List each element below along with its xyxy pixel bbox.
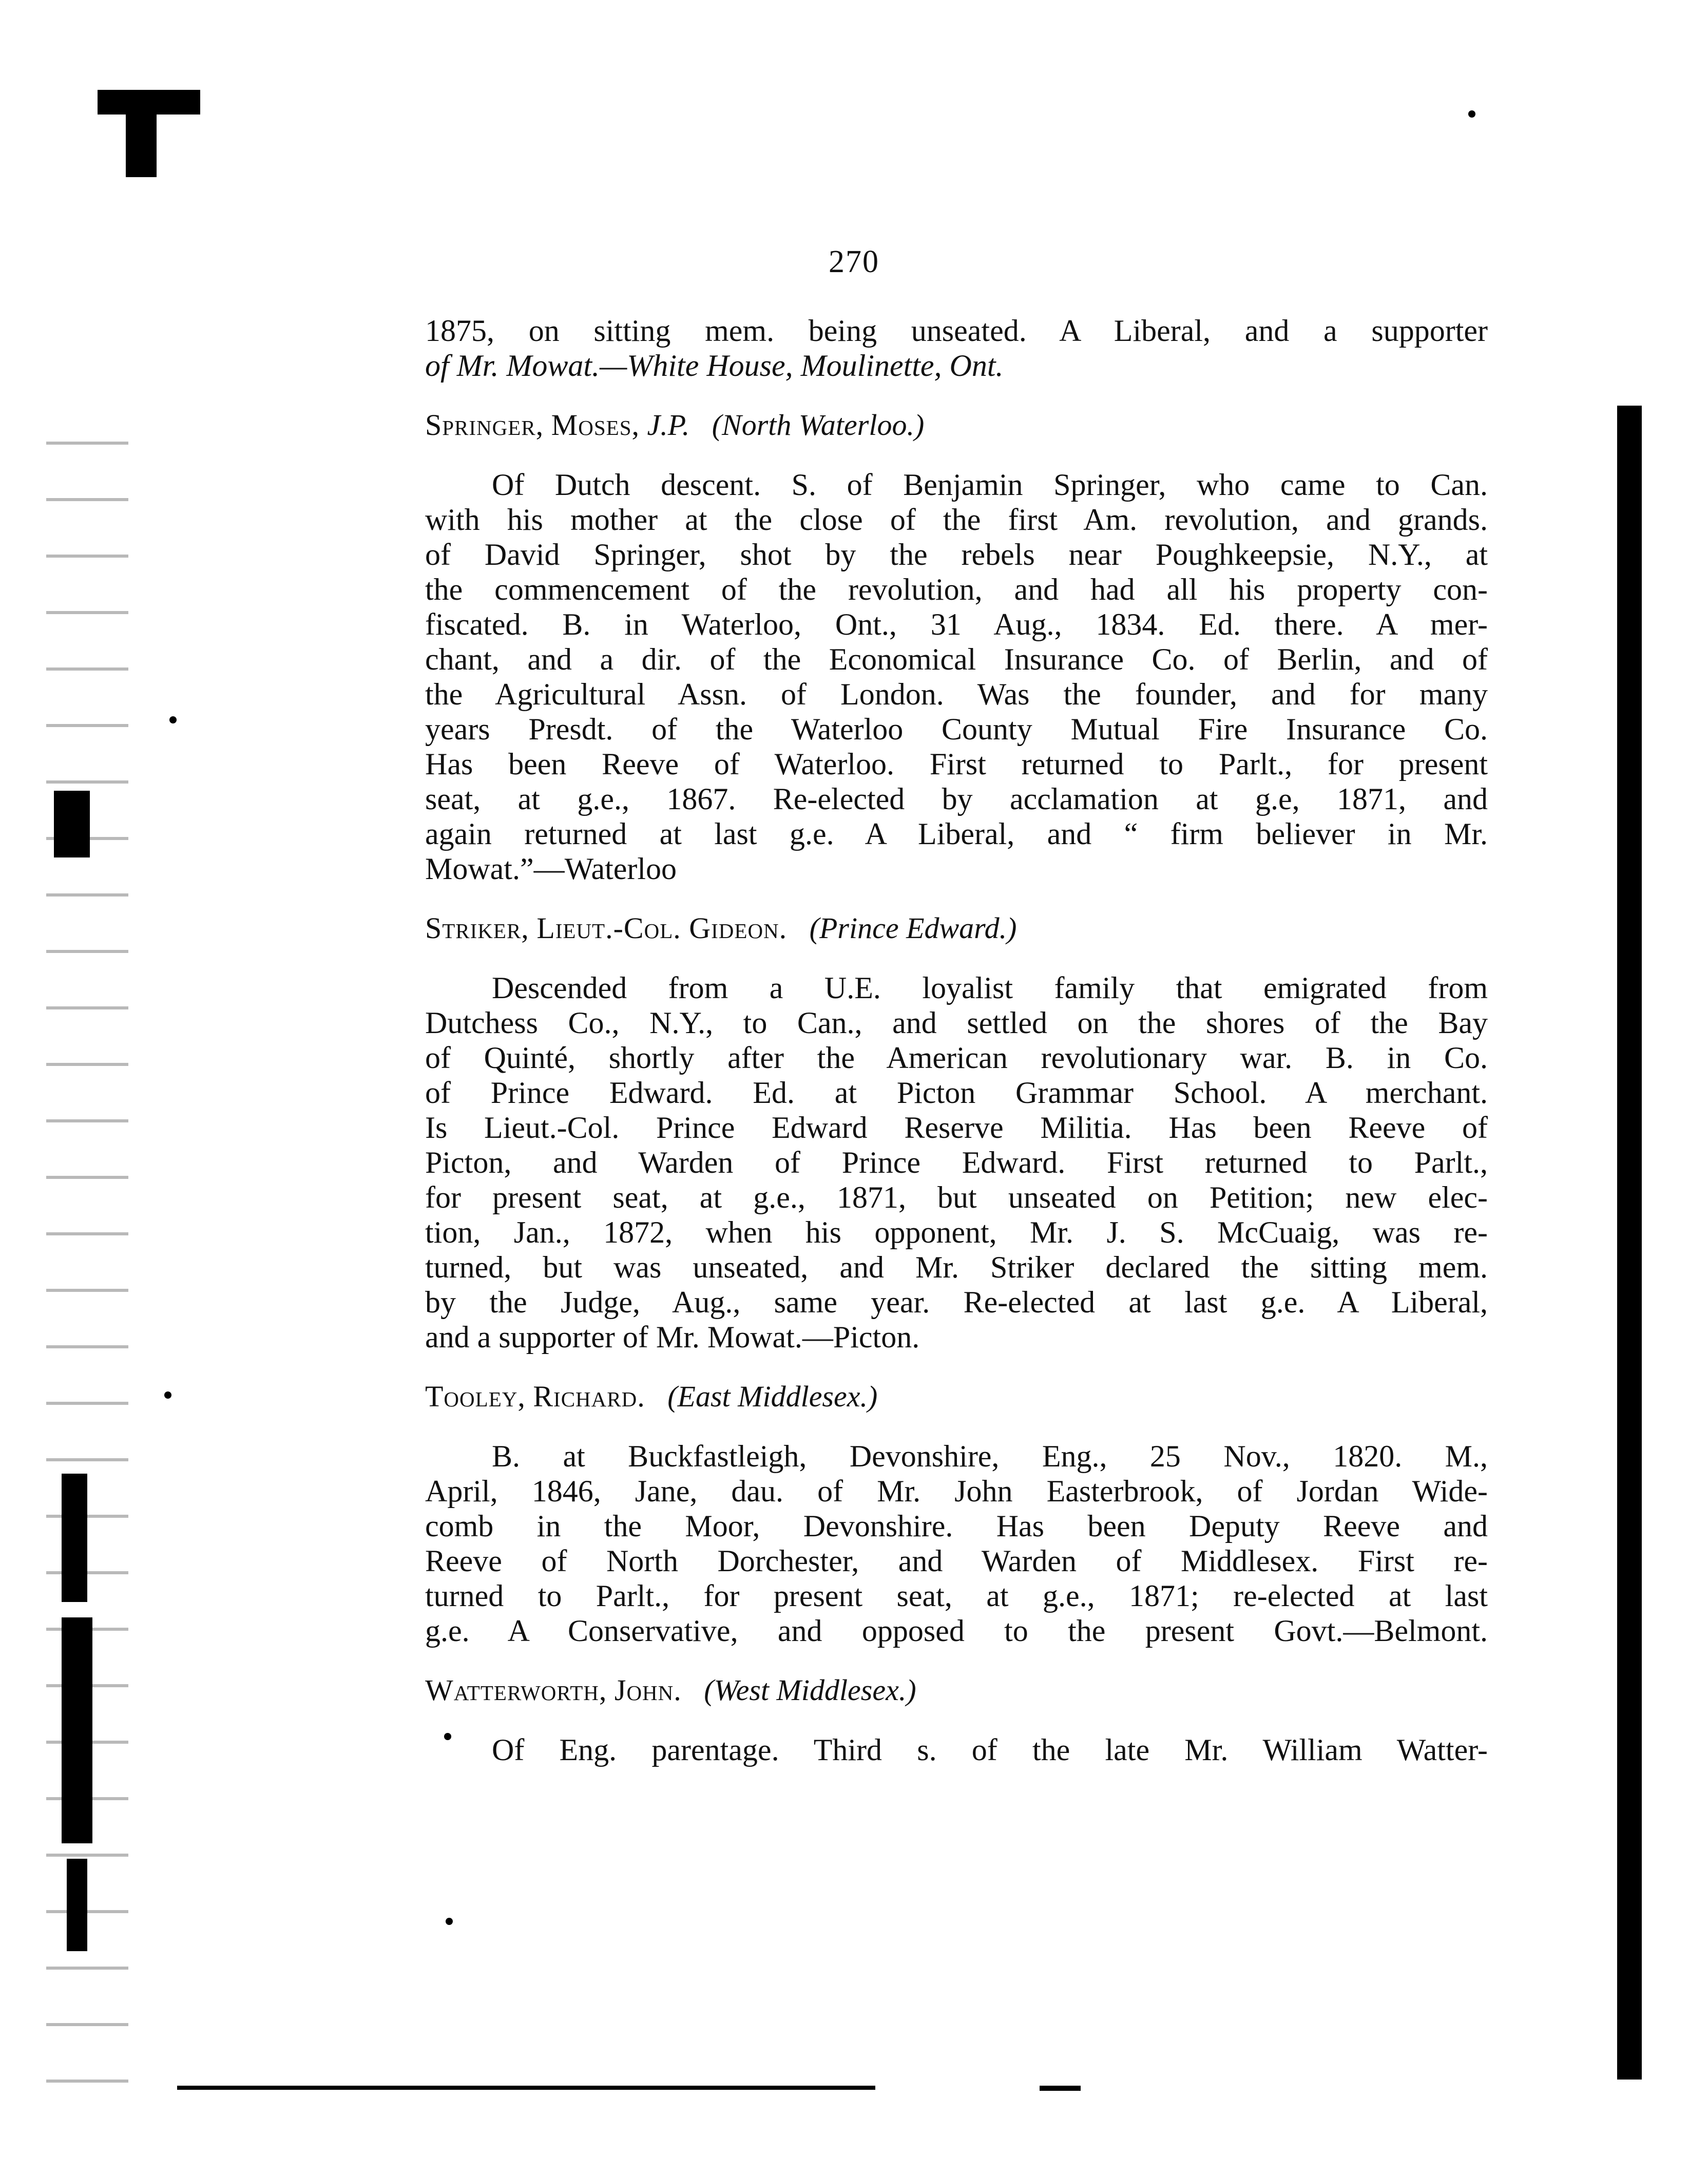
scan-bottom-dash: [1040, 2086, 1081, 2091]
entry-surname: Tooley,: [425, 1380, 526, 1413]
text-line: Of Dutch descent. S. of Benjamin Springer, who came to Can.: [492, 468, 1488, 502]
text-line: with his mother at the close of the first Am. revolution, and grands.: [425, 503, 1488, 537]
scan-binding-edge: [46, 421, 128, 2095]
text-line: turned, but was unseated, and Mr. Striker declared the sitting mem.: [425, 1250, 1488, 1284]
text-line: of David Springer, shot by the rebels near Poughkeepsie, N.Y., at: [425, 538, 1488, 571]
text-line: B. at Buckfastleigh, Devonshire, Eng., 25 Nov., 1820. M.,: [492, 1439, 1488, 1473]
text-line: Dutchess Co., N.Y., to Can., and settled on the shores of the Bay: [425, 1006, 1488, 1040]
text-line: fiscated. B. in Waterloo, Ont., 31 Aug., 1834. Ed. there. A mer-: [425, 607, 1488, 641]
entry-heading: [425, 408, 1488, 443]
text-line: Has been Reeve of Waterloo. First returned to Parlt., for present: [425, 747, 1488, 781]
page-number: 270: [829, 244, 879, 279]
entry-given-name: Lieut.-Col. Gideon.: [536, 911, 788, 945]
text-line: Reeve of North Dorchester, and Warden of Middlesex. First re-: [425, 1544, 1488, 1578]
scan-binding-mark: [62, 1474, 87, 1602]
biography-entry: [425, 911, 1488, 1355]
text-line: of Mr. Mowat.—White House, Moulinette, Ont.: [425, 349, 1004, 383]
text-line: of Quinté, shortly after the American revolutionary war. B. in Co.: [425, 1041, 1488, 1075]
text-line: comb in the Moor, Devonshire. Has been Deputy Reeve and: [425, 1509, 1488, 1543]
text-line: years Presdt. of the Waterloo County Mutual Fire Insurance Co.: [425, 712, 1488, 746]
text-line: April, 1846, Jane, dau. of Mr. John Easterbrook, of Jordan Wide-: [425, 1474, 1488, 1508]
text-line: turned to Parlt., for present seat, at g.e., 1871; re-elected at last: [425, 1579, 1488, 1613]
text-line: chant, and a dir. of the Economical Insurance Co. of Berlin, and of: [425, 642, 1488, 676]
biography-entry: [425, 1673, 1488, 1767]
text-line: 1875, on sitting mem. being unseated. A Liberal, and a supporter: [425, 314, 1488, 348]
entry-heading: [425, 1379, 1488, 1414]
document-body: [425, 313, 1488, 1767]
entry-given-name: Richard.: [533, 1380, 645, 1413]
scan-speck: [169, 716, 177, 723]
scan-bottom-rule: [177, 2086, 875, 2090]
scan-speck: [1468, 110, 1475, 118]
text-line: of Prince Edward. Ed. at Picton Grammar School. A merchant.: [425, 1076, 1488, 1110]
entry-surname: Springer,: [425, 408, 544, 442]
entry-riding: (Prince Edward.): [809, 911, 1017, 945]
scan-binding-mark: [62, 1617, 92, 1843]
continued-entry: [425, 313, 1488, 383]
biography-entry: [425, 408, 1488, 886]
entry-surname: Striker,: [425, 911, 529, 945]
scan-right-edge-bar: [1617, 406, 1642, 2080]
scan-mark-corner-stem: [126, 90, 157, 177]
text-line: seat, at g.e., 1867. Re-elected by acclamation at g.e, 1871, and: [425, 782, 1488, 816]
entry-given-name: John.: [614, 1673, 682, 1707]
entry-heading: [425, 1673, 1488, 1708]
text-line: Of Eng. parentage. Third s. of the late Mr. William Watter-: [492, 1733, 1488, 1767]
entry-title: J.P.: [647, 408, 690, 442]
entry-surname: Watterworth,: [425, 1673, 607, 1707]
text-line: tion, Jan., 1872, when his opponent, Mr. J. S. McCuaig, was re-: [425, 1215, 1488, 1249]
entry-riding: (North Waterloo.): [712, 408, 925, 442]
entry-given-name: Moses,: [551, 408, 640, 442]
scan-speck: [446, 1918, 453, 1925]
text-line: Is Lieut.-Col. Prince Edward Reserve Militia. Has been Reeve of: [425, 1111, 1488, 1145]
scan-speck: [164, 1391, 171, 1399]
biography-entry: [425, 1379, 1488, 1648]
text-line: Picton, and Warden of Prince Edward. First returned to Parlt.,: [425, 1146, 1488, 1179]
text-line: the commencement of the revolution, and had all his property con-: [425, 573, 1488, 606]
text-line: for present seat, at g.e., 1871, but unseated on Petition; new elec-: [425, 1180, 1488, 1214]
entry-heading: [425, 911, 1488, 946]
scan-binding-mark: [67, 1859, 87, 1951]
text-line: again returned at last g.e. A Liberal, and “ firm believer in Mr.: [425, 817, 1488, 851]
text-line: and a supporter of Mr. Mowat.—Picton.: [425, 1320, 920, 1354]
scan-binding-mark: [54, 791, 90, 857]
text-line: by the Judge, Aug., same year. Re-elected at last g.e. A Liberal,: [425, 1285, 1488, 1319]
entry-riding: (East Middlesex.): [667, 1380, 878, 1413]
text-line: Descended from a U.E. loyalist family that emigrated from: [492, 971, 1488, 1005]
entry-riding: (West Middlesex.): [704, 1673, 916, 1707]
text-line: the Agricultural Assn. of London. Was the founder, and for many: [425, 677, 1488, 711]
text-line: g.e. A Conservative, and opposed to the present Govt.—Belmont.: [425, 1614, 1488, 1648]
text-line: Mowat.”—Waterloo: [425, 852, 677, 886]
